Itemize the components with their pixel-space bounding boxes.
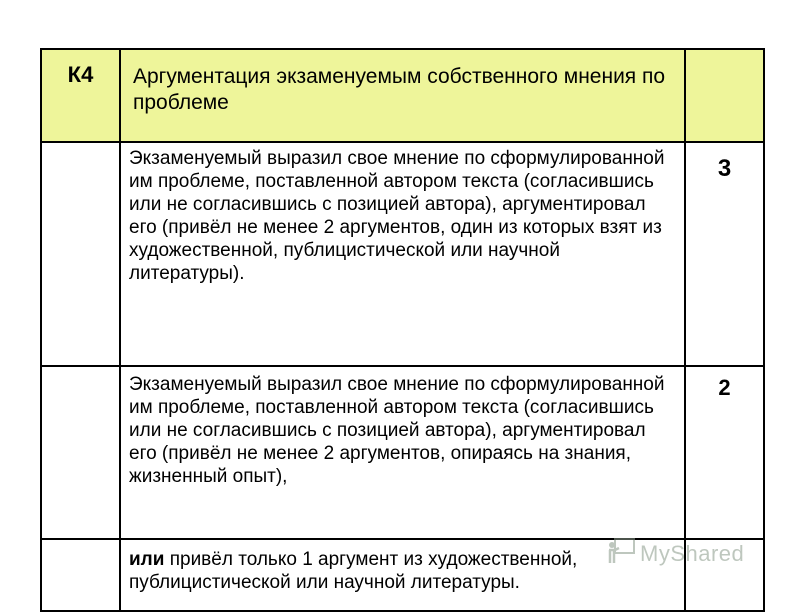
row-code-cell (41, 539, 120, 611)
watermark-text: MyShared (640, 540, 745, 566)
row-description (120, 539, 685, 611)
table-row (41, 366, 764, 539)
row-code-cell (41, 142, 120, 366)
row-score: 2 (685, 366, 764, 539)
teacher-board-icon (606, 536, 636, 571)
row-code-cell (41, 366, 120, 539)
row-score: 3 (685, 142, 764, 366)
table-header-row (41, 49, 764, 142)
row-description: Экзаменуемый выразил свое мнение по сформулированной им проблеме, поставленной автором текста (согласившись или не согласившись с позицией автора), аргументировал его (привёл не менее 2 аргументов, один из которых взят из художественной, публицистической или научной литературы). (120, 142, 685, 366)
row-description-rest: привёл только 1 аргумент из художественной, публицистической или научной литературы. (129, 549, 578, 593)
table-row (41, 142, 764, 366)
header-score-cell (685, 49, 764, 142)
criteria-table (40, 48, 765, 612)
row-description: Экзаменуемый выразил свое мнение по сформулированной им проблеме, поставленной автором текста (согласившись или не согласившись с позицией автора), аргументировал его (привёл не менее 2 аргументов, опираясь на знания, жизненный опыт), (120, 366, 685, 539)
criterion-title: Аргументация экзаменуемым собственного мнения по проблеме (120, 49, 685, 142)
or-emphasis: или (129, 549, 165, 570)
watermark (606, 536, 744, 571)
criterion-code: К4 (41, 49, 120, 142)
